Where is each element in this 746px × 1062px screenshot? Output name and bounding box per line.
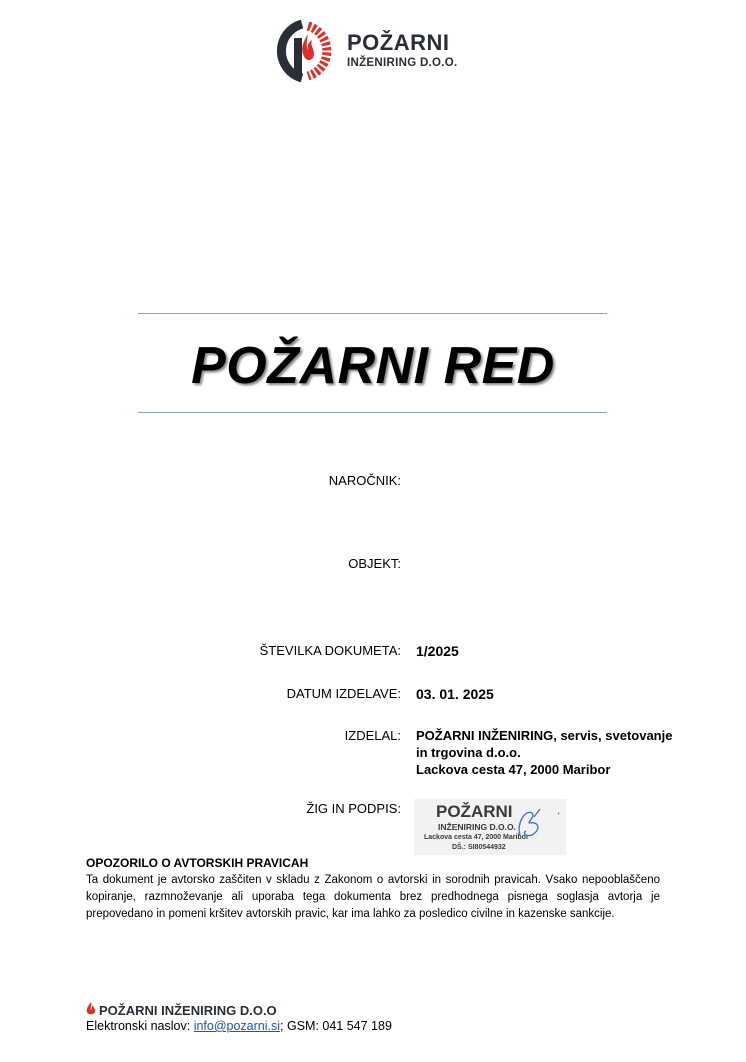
copyright-heading: OPOZORILO O AVTORSKIH PRAVICAH [86, 856, 309, 870]
stamp-line-3: Lackova cesta 47, 2000 Maribor [424, 834, 529, 841]
title-rule-bottom [138, 412, 607, 413]
gsm-text: ; GSM: 041 547 189 [280, 1019, 392, 1033]
signature-icon [512, 803, 562, 843]
stamp-line-4: DŠ.: SI80544932 [452, 844, 506, 851]
author-line-2: in trgovina d.o.o. [416, 745, 521, 760]
stamp-line-2: INŽENIRING D.O.O. [438, 822, 516, 832]
footer-company [86, 1002, 277, 1018]
date-value: 03. 01. 2025 [416, 686, 494, 702]
doc-number-label: ŠTEVILKA DOKUMETA: [259, 643, 401, 658]
logo-mark-icon [272, 20, 342, 82]
flame-icon [86, 1002, 96, 1016]
author-line-3: Lackova cesta 47, 2000 Maribor [416, 762, 611, 777]
author-line-1: POŽARNI INŽENIRING, servis, svetovanje [416, 728, 673, 743]
email-label: Elektronski naslov: [86, 1019, 194, 1033]
object-label: OBJEKT: [348, 556, 401, 571]
stamp-and-signature [414, 799, 566, 855]
stamp-label: ŽIG IN PODPIS: [306, 801, 401, 816]
footer-contact [86, 1019, 392, 1033]
footer-company-name: POŽARNI INŽENIRING D.O.O [99, 1003, 277, 1018]
copyright-text: Ta dokument je avtorsko zaščiten v skladu z Zakonom o avtorski in sorodnih pravicah. Vsako nepooblaščeno kopiranje, razmnoževanje ali uporaba tega dokumenta brez predhodnega pisnega soglasja avtorja je prepovedano in pomeni kršitev avtorskih pravic, kar ima lahko za posledico civilne in kazenske sankcije. [86, 874, 660, 920]
logo-text-secondary: INŽENIRING D.O.O. [347, 57, 458, 69]
document-title: POŽARNI RED [191, 337, 555, 395]
doc-number-value: 1/2025 [416, 643, 459, 659]
client-label: NAROČNIK: [328, 473, 401, 488]
date-label: DATUM IZDELAVE: [286, 686, 401, 701]
title-rule-top [138, 313, 607, 314]
stamp-line-1: POŽARNI [436, 802, 513, 821]
email-link[interactable]: info@pozarni.si [193, 1019, 281, 1033]
author-label: IZDELAL: [344, 728, 401, 743]
logo-text-primary: POŽARNI [347, 30, 450, 55]
